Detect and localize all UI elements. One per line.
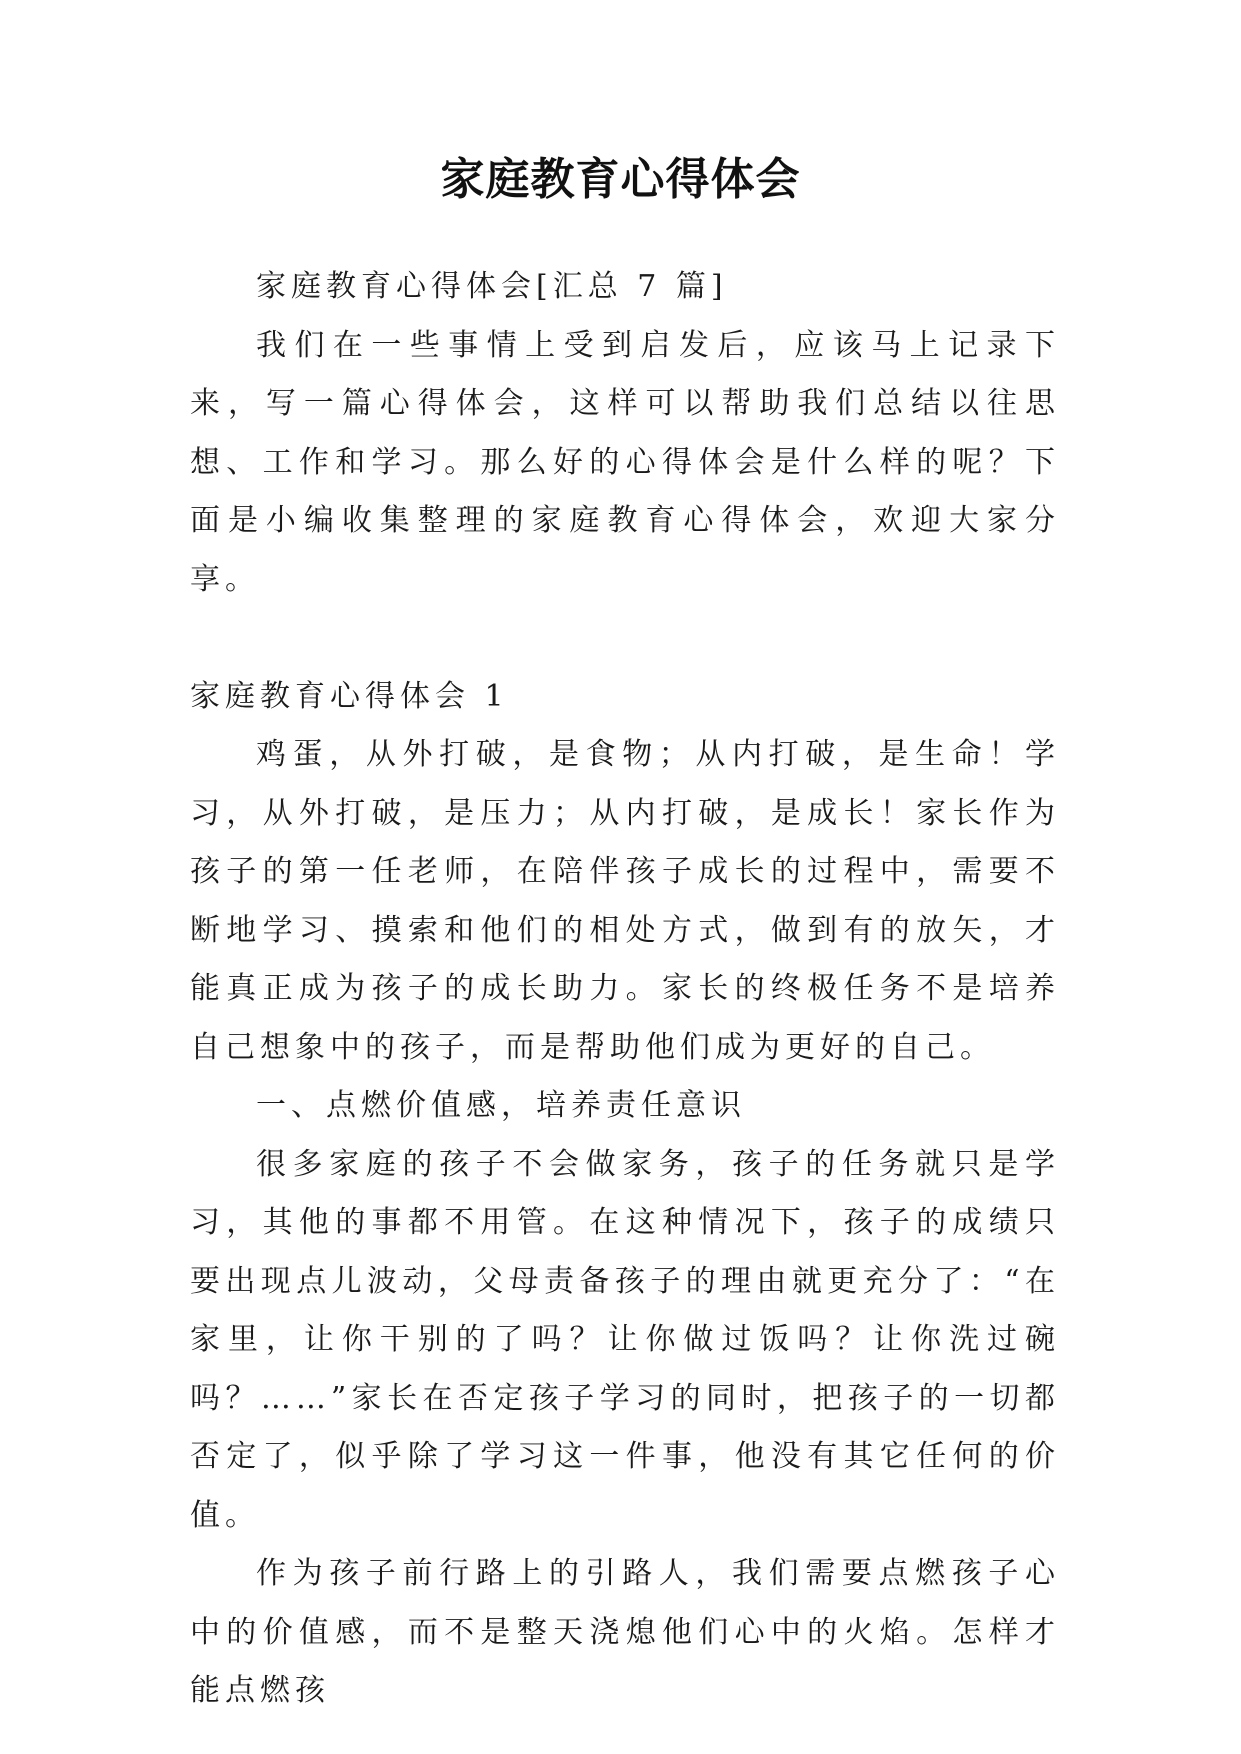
document-body: [190, 258, 1060, 1721]
document-subtitle: 家庭教育心得体会[汇总 7 篇]: [256, 269, 728, 304]
document-title: 家庭教育心得体会: [440, 154, 801, 205]
blank-line: [190, 609, 1060, 668]
point-heading: 一、点燃价值感，培养责任意识: [256, 1088, 746, 1123]
intro-paragraph: 我们在一些事情上受到启发后，应该马上记录下来，写一篇心得体会，这样可以帮助我们总结以往思想、工作和学习。那么好的心得体会是什么样的呢？下面是小编收集整理的家庭教育心得体会，欢迎大家分享。: [190, 327, 1060, 597]
body-paragraph-3: 作为孩子前行路上的引路人，我们需要点燃孩子心中的价值感，而不是整天浇熄他们心中的火焰。怎样才能点燃孩: [190, 1556, 1060, 1708]
body-paragraph-1: 鸡蛋，从外打破，是食物；从内打破，是生命！学习，从外打破，是压力；从内打破，是成长！家长作为孩子的第一任老师，在陪伴孩子成长的过程中，需要不断地学习、摸索和他们的相处方式，做到有的放矢，才能真正成为孩子的成长助力。家长的终极任务不是培养自己想象中的孩子，而是帮助他们成为更好的自己。: [190, 737, 1060, 1065]
body-paragraph-2: 很多家庭的孩子不会做家务，孩子的任务就只是学习，其他的事都不用管。在这种情况下，孩子的成绩只要出现点儿波动，父母责备孩子的理由就更充分了：“在家里，让你干别的了吗？让你做过饭吗？让你洗过碗吗？……”家长在否定孩子学习的同时，把孩子的一切都否定了，似乎除了学习这一件事，他没有其它任何的价值。: [190, 1146, 1060, 1533]
section-heading: 家庭教育心得体会 1: [190, 678, 509, 714]
